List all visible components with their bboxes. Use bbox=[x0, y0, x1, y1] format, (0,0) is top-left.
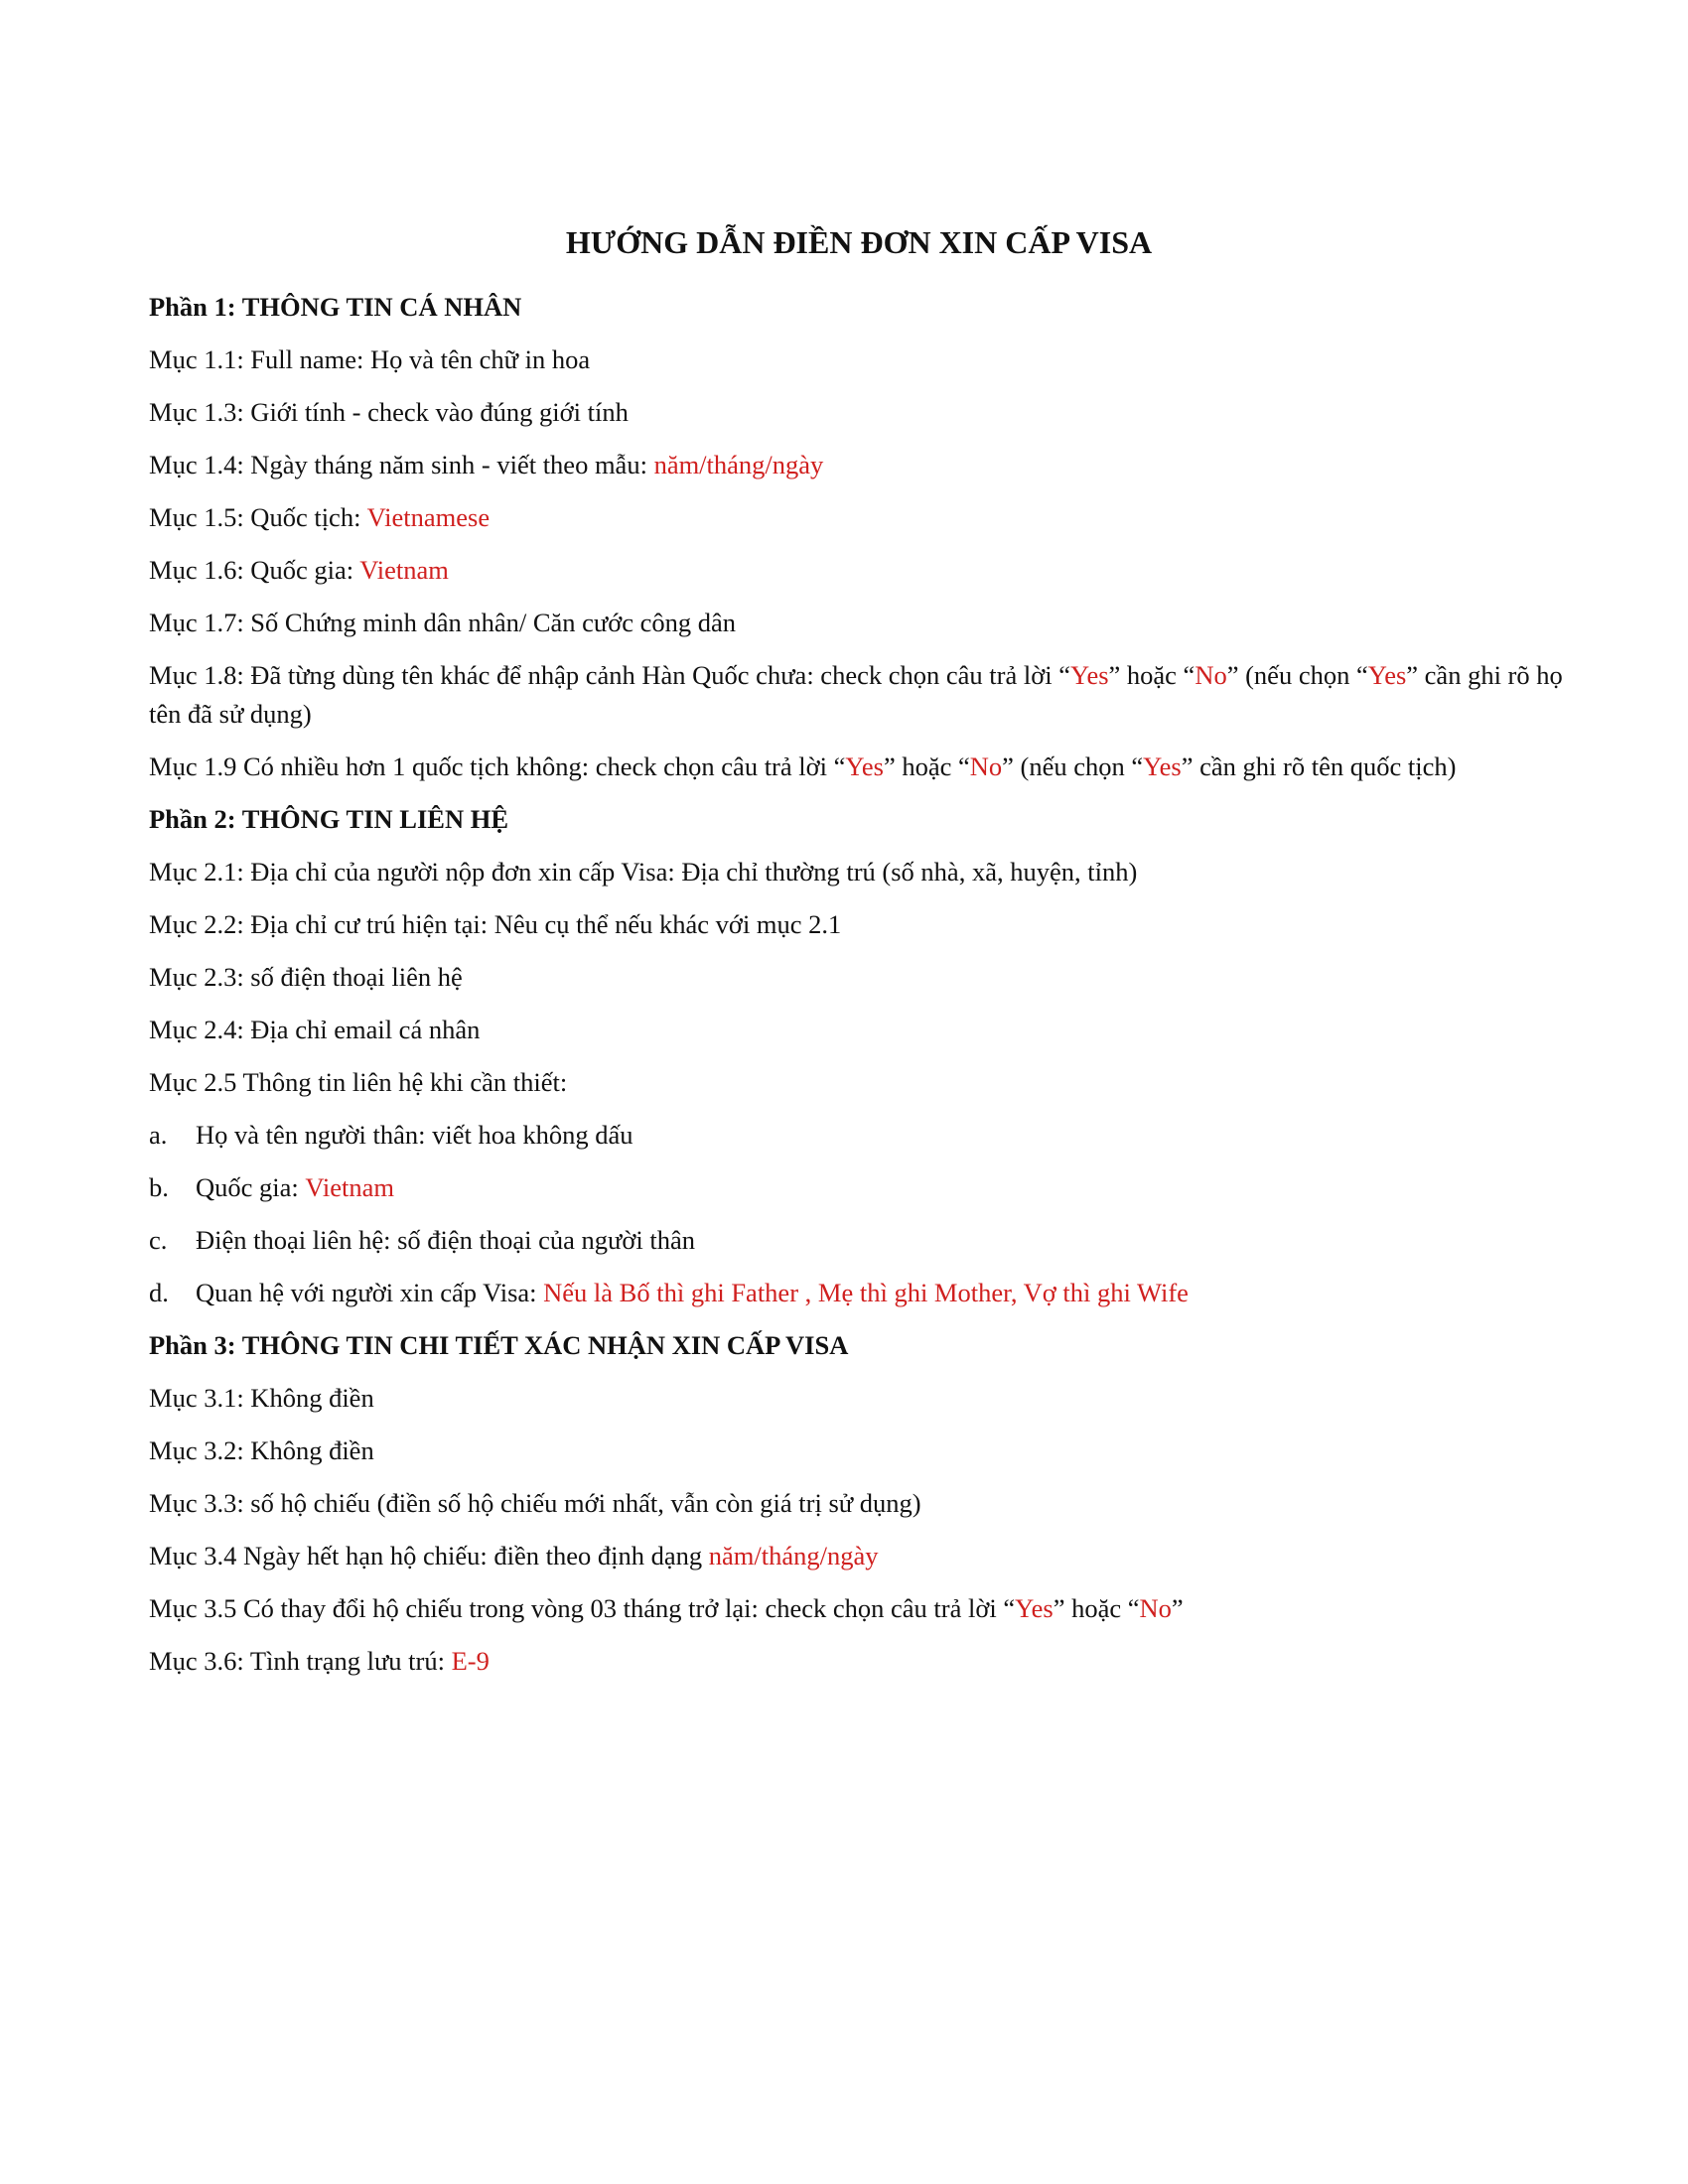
item-3-5-yes: Yes bbox=[1015, 1593, 1054, 1623]
item-1-4-value: năm/tháng/ngày bbox=[653, 450, 824, 479]
item-1-9-no: No bbox=[969, 751, 1003, 781]
list-item-c bbox=[149, 1214, 1579, 1267]
section-heading-part-3: Phần 3: THÔNG TIN CHI TIẾT XÁC NHẬN XIN CẤP VISA bbox=[149, 1330, 849, 1360]
item-1-8 bbox=[149, 649, 1579, 741]
item-3-3: Mục 3.3: số hộ chiếu (điền số hộ chiếu mới nhất, vẫn còn giá trị sử dụng) bbox=[149, 1488, 921, 1518]
item-1-4 bbox=[149, 439, 1579, 491]
list-marker-d: d. bbox=[149, 1278, 169, 1307]
item-1-8-text-1: Mục 1.8: Đã từng dùng tên khác để nhập cảnh Hàn Quốc chưa: check chọn câu trả lời “ bbox=[149, 660, 1070, 690]
item-3-4-text: Mục 3.4 Ngày hết hạn hộ chiếu: điền theo định dạng bbox=[149, 1541, 709, 1570]
item-1-8-text-3: ” (nếu chọn “ bbox=[1226, 660, 1368, 690]
list-item-d-text: Quan hệ với người xin cấp Visa: bbox=[196, 1278, 537, 1307]
item-1-9-text-3: ” (nếu chọn “ bbox=[1002, 751, 1144, 781]
item-1-9-text-4: ” cần ghi rõ tên quốc tịch) bbox=[1181, 751, 1457, 781]
item-3-1: Mục 3.1: Không điền bbox=[149, 1383, 374, 1413]
item-1-8-text-2: ” hoặc “ bbox=[1108, 660, 1196, 690]
item-3-6 bbox=[149, 1635, 1579, 1688]
item-1-9 bbox=[149, 741, 1579, 793]
list-marker-b: b. bbox=[149, 1172, 169, 1202]
item-1-7: Mục 1.7: Số Chứng minh dân nhân/ Căn cước công dân bbox=[149, 608, 737, 637]
list-item-b bbox=[149, 1161, 1579, 1214]
item-2-2: Mục 2.2: Địa chỉ cư trú hiện tại: Nêu cụ thể nếu khác với mục 2.1 bbox=[149, 909, 842, 939]
item-1-8-no: No bbox=[1195, 660, 1227, 690]
item-3-4-value: năm/tháng/ngày bbox=[708, 1541, 879, 1570]
document-title: HƯỚNG DẪN ĐIỀN ĐƠN XIN CẤP VISA bbox=[565, 224, 1153, 260]
list-item-d-value: Nếu là Bố thì ghi Father , Mẹ thì ghi Mother, Vợ thì ghi Wife bbox=[543, 1278, 1189, 1307]
item-3-6-text: Mục 3.6: Tình trạng lưu trú: bbox=[149, 1646, 452, 1676]
item-3-6-value: E-9 bbox=[451, 1646, 490, 1676]
item-1-3: Mục 1.3: Giới tính - check vào đúng giới tính bbox=[149, 397, 629, 427]
item-2-4: Mục 2.4: Địa chỉ email cá nhân bbox=[149, 1015, 481, 1044]
item-2-3: Mục 2.3: số điện thoại liên hệ bbox=[149, 962, 463, 992]
document-body bbox=[149, 281, 1579, 1688]
item-3-5-text-3: ” bbox=[1171, 1593, 1184, 1623]
item-2-1: Mục 2.1: Địa chỉ của người nộp đơn xin cấp Visa: Địa chỉ thường trú (số nhà, xã, huyện, tỉnh) bbox=[149, 857, 1138, 887]
item-1-6-text: Mục 1.6: Quốc gia: bbox=[149, 555, 360, 585]
item-1-1: Mục 1.1: Full name: Họ và tên chữ in hoa bbox=[149, 344, 591, 374]
section-heading-part-1: Phần 1: THÔNG TIN CÁ NHÂN bbox=[149, 292, 522, 322]
item-3-5-text-1: Mục 3.5 Có thay đổi hộ chiếu trong vòng 03 tháng trở lại: check chọn câu trả lời “ bbox=[149, 1593, 1016, 1623]
item-3-5-text-2: ” hoặc “ bbox=[1053, 1593, 1140, 1623]
item-1-9-yes-2: Yes bbox=[1143, 751, 1182, 781]
item-1-5 bbox=[149, 491, 1579, 544]
item-1-6 bbox=[149, 544, 1579, 597]
list-item-b-text: Quốc gia: bbox=[196, 1172, 299, 1202]
item-1-8-yes: Yes bbox=[1069, 660, 1109, 690]
item-2-5: Mục 2.5 Thông tin liên hệ khi cần thiết: bbox=[149, 1067, 568, 1097]
item-1-9-yes: Yes bbox=[845, 751, 884, 781]
item-1-8-text-4: ” cần ghi rõ họ tên đã sử dụng) bbox=[149, 660, 1563, 729]
item-1-8-yes-2: Yes bbox=[1367, 660, 1407, 690]
list-item-d bbox=[149, 1267, 1579, 1319]
item-3-2: Mục 3.2: Không điền bbox=[149, 1435, 374, 1465]
item-1-9-text-2: ” hoặc “ bbox=[883, 751, 970, 781]
item-1-5-text: Mục 1.5: Quốc tịch: bbox=[149, 502, 367, 532]
item-3-5 bbox=[149, 1582, 1579, 1635]
item-1-4-text: Mục 1.4: Ngày tháng năm sinh - viết theo mẫu: bbox=[149, 450, 654, 479]
item-1-9-text-1: Mục 1.9 Có nhiều hơn 1 quốc tịch không: check chọn câu trả lời “ bbox=[149, 751, 846, 781]
list-item-b-value: Vietnam bbox=[305, 1172, 395, 1202]
item-3-4 bbox=[149, 1530, 1579, 1582]
item-3-5-no: No bbox=[1139, 1593, 1172, 1623]
list-marker-c: c. bbox=[149, 1225, 168, 1255]
list-marker-a: a. bbox=[149, 1120, 168, 1150]
list-item-c-text: Điện thoại liên hệ: số điện thoại của người thân bbox=[196, 1225, 696, 1255]
section-heading-part-2: Phần 2: THÔNG TIN LIÊN HỆ bbox=[149, 804, 509, 834]
list-item-a-text: Họ và tên người thân: viết hoa không dấu bbox=[196, 1120, 633, 1150]
list-item-a bbox=[149, 1109, 1579, 1161]
item-1-6-value: Vietnam bbox=[359, 555, 449, 585]
item-1-5-value: Vietnamese bbox=[366, 502, 491, 532]
